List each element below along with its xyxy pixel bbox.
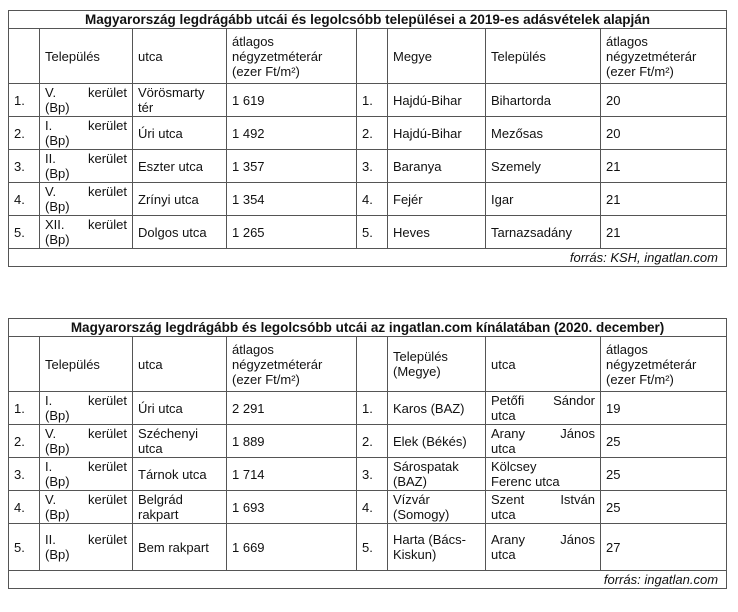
cell-telepules-megye: Vízvár (Somogy) (388, 491, 486, 524)
city: (Bp) (45, 547, 70, 562)
city: (Bp) (45, 474, 70, 489)
cell-telepules (40, 183, 133, 216)
telepules-line (45, 426, 127, 441)
street-suffix: Ferenc utca (491, 474, 560, 489)
cell-telepules-megye: Harta (Bács-Kiskun) (388, 524, 486, 571)
cell-utca-2 (486, 425, 601, 458)
cell-rank: 2. (9, 117, 40, 150)
street-suffix: utca (491, 507, 516, 522)
utca-line (491, 492, 595, 507)
header-row (9, 337, 727, 392)
city-line (45, 166, 127, 181)
street-name-part: János (560, 532, 595, 547)
cell-utca: Úri utca (133, 392, 227, 425)
city: (Bp) (45, 232, 70, 247)
kerulet-number: V. (45, 426, 57, 441)
cell-rank-2: 2. (357, 117, 388, 150)
table-row (9, 524, 727, 571)
city-line (45, 441, 127, 456)
city: (Bp) (45, 199, 70, 214)
header-telepules: Település (40, 337, 133, 392)
table-title: Magyarország legdrágább utcái és legolcsóbb települései a 2019-es adásvételek alapján (9, 11, 727, 29)
city-line (45, 100, 127, 115)
cell-utca: Belgrád rakpart (133, 491, 227, 524)
cell-ar: 1 669 (227, 524, 357, 571)
cell-ar-2: 19 (601, 392, 727, 425)
utca-line (491, 459, 595, 474)
header-rank (9, 337, 40, 392)
cell-telepules (40, 84, 133, 117)
telepules-line (45, 459, 127, 474)
telepules-line (45, 217, 127, 232)
city-line (45, 408, 127, 423)
city: (Bp) (45, 507, 70, 522)
city-line (45, 133, 127, 148)
kerulet-number: XII. (45, 217, 65, 232)
cell-rank-2: 4. (357, 183, 388, 216)
table-title: Magyarország legdrágább és legolcsóbb utcái az ingatlan.com kínálatában (2020. december) (9, 319, 727, 337)
header-row (9, 29, 727, 84)
cell-rank-2: 5. (357, 524, 388, 571)
telepules-line (45, 184, 127, 199)
city: (Bp) (45, 408, 70, 423)
table-row (9, 183, 727, 216)
header-rank-2 (357, 337, 388, 392)
cell-telepules (40, 425, 133, 458)
telepules-line (45, 85, 127, 100)
source-note: forrás: KSH, ingatlan.com (9, 249, 727, 267)
cell-rank: 3. (9, 458, 40, 491)
table-legdragabb-utcak-2019 (8, 10, 727, 267)
kerulet-word: kerület (87, 217, 127, 232)
cell-telepules-2: Szemely (486, 150, 601, 183)
city: (Bp) (45, 100, 70, 115)
cell-utca-2 (486, 392, 601, 425)
street-suffix: utca (491, 547, 516, 562)
kerulet-word: kerület (87, 184, 127, 199)
cell-rank: 2. (9, 425, 40, 458)
cell-rank-2: 4. (357, 491, 388, 524)
street-name-part: Sándor (553, 393, 595, 408)
table-row (9, 425, 727, 458)
street-name-part: Kölcsey (491, 459, 537, 474)
cell-rank-2: 3. (357, 150, 388, 183)
cell-megye: Hajdú-Bihar (388, 84, 486, 117)
kerulet-word: kerület (87, 85, 127, 100)
cell-rank-2: 5. (357, 216, 388, 249)
utca-line-2 (491, 441, 595, 456)
city-line (45, 474, 127, 489)
kerulet-number: II. (45, 151, 56, 166)
table-row (9, 491, 727, 524)
header-ar-label: átlagos négyzetméterár (ezer Ft/m²) (232, 341, 323, 387)
kerulet-word: kerület (87, 426, 127, 441)
cell-telepules (40, 458, 133, 491)
street-suffix: utca (491, 441, 516, 456)
cell-telepules-2: Bihartorda (486, 84, 601, 117)
utca-line-2 (491, 408, 595, 423)
cell-telepules-megye: Sárospatak (BAZ) (388, 458, 486, 491)
cell-ar-2: 25 (601, 458, 727, 491)
header-ar-2 (601, 29, 727, 84)
cell-telepules (40, 491, 133, 524)
cell-telepules-megye: Elek (Békés) (388, 425, 486, 458)
table-row (9, 150, 727, 183)
city-line (45, 232, 127, 247)
table-row (9, 117, 727, 150)
telepules-line (45, 151, 127, 166)
header-rank (9, 29, 40, 84)
cell-rank: 3. (9, 150, 40, 183)
cell-ar-2: 21 (601, 183, 727, 216)
city-line (45, 199, 127, 214)
cell-ar-2: 20 (601, 84, 727, 117)
header-telepules-2: Település (486, 29, 601, 84)
kerulet-number: V. (45, 492, 57, 507)
cell-megye: Fejér (388, 183, 486, 216)
cell-ar-2: 21 (601, 150, 727, 183)
kerulet-number: V. (45, 85, 57, 100)
table-row (9, 216, 727, 249)
city: (Bp) (45, 441, 70, 456)
header-utca: utca (133, 29, 227, 84)
header-ar (227, 337, 357, 392)
cell-telepules (40, 117, 133, 150)
cell-utca: Tárnok utca (133, 458, 227, 491)
utca-line-2 (491, 507, 595, 522)
cell-rank-2: 1. (357, 392, 388, 425)
cell-rank: 5. (9, 216, 40, 249)
header-ar-2 (601, 337, 727, 392)
utca-line-2 (491, 474, 595, 489)
cell-rank-2: 3. (357, 458, 388, 491)
cell-rank: 4. (9, 183, 40, 216)
header-megye: Megye (388, 29, 486, 84)
cell-ar: 2 291 (227, 392, 357, 425)
header-utca: utca (133, 337, 227, 392)
cell-telepules-2: Tarnazsadány (486, 216, 601, 249)
cell-rank-2: 1. (357, 84, 388, 117)
source-note: forrás: ingatlan.com (9, 571, 727, 589)
cell-rank-2: 2. (357, 425, 388, 458)
kerulet-number: II. (45, 532, 56, 547)
city-line (45, 547, 127, 562)
cell-telepules (40, 150, 133, 183)
street-name-part: Arany (491, 426, 525, 441)
cell-ar: 1 619 (227, 84, 357, 117)
telepules-line (45, 532, 127, 547)
cell-utca-2 (486, 491, 601, 524)
street-name-part: Petőfi (491, 393, 525, 408)
table-row (9, 458, 727, 491)
cell-ar-2: 25 (601, 425, 727, 458)
cell-telepules (40, 392, 133, 425)
header-telepules-megye: Település (Megye) (388, 337, 486, 392)
header-ar-2-label: átlagos négyzetméterár (ezer Ft/m²) (606, 33, 697, 79)
cell-ar: 1 265 (227, 216, 357, 249)
cell-ar: 1 714 (227, 458, 357, 491)
cell-utca-2 (486, 524, 601, 571)
header-ar (227, 29, 357, 84)
cell-utca: Széchenyi utca (133, 425, 227, 458)
kerulet-number: I. (45, 118, 53, 133)
cell-ar: 1 889 (227, 425, 357, 458)
street-name-part: János (560, 426, 595, 441)
telepules-line (45, 393, 127, 408)
header-utca-2: utca (486, 337, 601, 392)
cell-rank: 1. (9, 392, 40, 425)
kerulet-word: kerület (87, 459, 127, 474)
cell-megye: Baranya (388, 150, 486, 183)
street-name-part: Arany (491, 532, 525, 547)
cell-ar-2: 25 (601, 491, 727, 524)
cell-rank: 4. (9, 491, 40, 524)
cell-megye: Heves (388, 216, 486, 249)
table-row (9, 84, 727, 117)
telepules-line (45, 118, 127, 133)
header-ar-label: átlagos négyzetméterár (ezer Ft/m²) (232, 33, 323, 79)
cell-utca-2 (486, 458, 601, 491)
cell-utca: Vörösmarty tér (133, 84, 227, 117)
cell-utca: Dolgos utca (133, 216, 227, 249)
cell-megye: Hajdú-Bihar (388, 117, 486, 150)
kerulet-word: kerület (87, 492, 127, 507)
street-name-part: Szent (491, 492, 525, 507)
cell-telepules (40, 216, 133, 249)
city: (Bp) (45, 166, 70, 181)
cell-ar: 1 354 (227, 183, 357, 216)
city-line (45, 507, 127, 522)
kerulet-word: kerület (87, 118, 127, 133)
cell-utca: Eszter utca (133, 150, 227, 183)
utca-line-2 (491, 547, 595, 562)
kerulet-number: I. (45, 393, 53, 408)
cell-utca: Zrínyi utca (133, 183, 227, 216)
cell-ar-2: 27 (601, 524, 727, 571)
cell-telepules-2: Igar (486, 183, 601, 216)
kerulet-word: kerület (87, 393, 127, 408)
table-row (9, 392, 727, 425)
cell-telepules-megye: Karos (BAZ) (388, 392, 486, 425)
cell-ar-2: 21 (601, 216, 727, 249)
cell-telepules (40, 524, 133, 571)
header-ar-2-label: átlagos négyzetméterár (ezer Ft/m²) (606, 341, 697, 387)
cell-utca: Úri utca (133, 117, 227, 150)
telepules-line (45, 492, 127, 507)
table-legdragabb-utcak-2020 (8, 318, 727, 589)
kerulet-word: kerület (87, 151, 127, 166)
cell-utca: Bem rakpart (133, 524, 227, 571)
utca-line (491, 426, 595, 441)
utca-line (491, 532, 595, 547)
cell-ar: 1 357 (227, 150, 357, 183)
header-telepules: Település (40, 29, 133, 84)
cell-rank: 1. (9, 84, 40, 117)
street-name-part: István (560, 492, 595, 507)
cell-rank: 5. (9, 524, 40, 571)
kerulet-number: I. (45, 459, 53, 474)
street-suffix: utca (491, 408, 516, 423)
utca-line (491, 393, 595, 408)
kerulet-number: V. (45, 184, 57, 199)
city: (Bp) (45, 133, 70, 148)
header-rank-2 (357, 29, 388, 84)
cell-ar-2: 20 (601, 117, 727, 150)
cell-ar: 1 693 (227, 491, 357, 524)
cell-ar: 1 492 (227, 117, 357, 150)
kerulet-word: kerület (87, 532, 127, 547)
cell-telepules-2: Mezősas (486, 117, 601, 150)
